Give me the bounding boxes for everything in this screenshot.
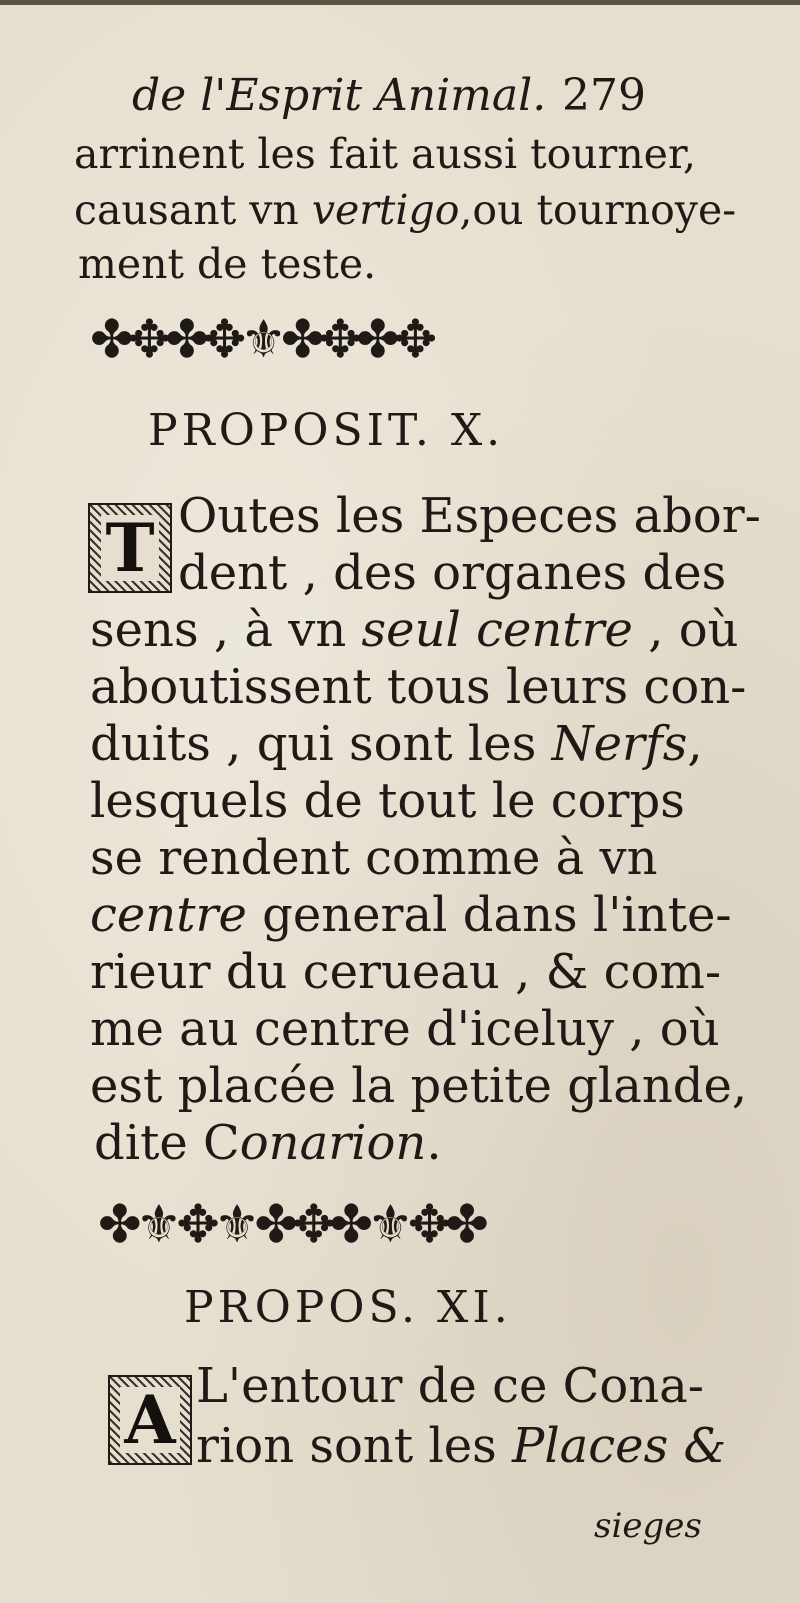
text-line: sens , à vn seul centre , où bbox=[90, 602, 739, 658]
text-line: centre general dans l'inte- bbox=[90, 887, 732, 943]
emphasis-places: Places & bbox=[512, 1418, 727, 1474]
text-line: duits , qui sont les Nerfs, bbox=[90, 716, 703, 772]
running-header bbox=[132, 70, 646, 121]
section-heading: PROPOS. XI. bbox=[184, 1282, 512, 1333]
decorated-initial-letter: A bbox=[108, 1375, 192, 1465]
text-line: dite Conarion. bbox=[94, 1115, 442, 1171]
text-line: rieur du cerueau , & com- bbox=[90, 944, 722, 1000]
page-top-edge bbox=[0, 0, 800, 5]
text-line: aboutissent tous leurs con- bbox=[90, 659, 747, 715]
emphasis-conarion: onarion bbox=[239, 1115, 427, 1171]
decorated-initial-letter: T bbox=[88, 503, 172, 593]
text-line: ment de teste. bbox=[78, 240, 377, 288]
text-line: causant vn vertigo,ou tournoye- bbox=[74, 186, 737, 234]
catchword: sieges bbox=[594, 1506, 702, 1546]
text-line: se rendent comme à vn bbox=[90, 830, 658, 886]
emphasis-nerfs: Nerfs bbox=[551, 716, 688, 772]
emphasis-vertigo: vertigo bbox=[311, 186, 460, 234]
text-line: dent , des organes des bbox=[178, 545, 727, 601]
text-line: est placée la petite glande, bbox=[90, 1058, 748, 1114]
text-line: Outes les Especes abor- bbox=[178, 488, 761, 544]
section-heading: PROPOSIT. X. bbox=[148, 405, 505, 456]
text-line: L'entour de ce Cona- bbox=[196, 1358, 705, 1414]
text-line: rion sont les Places & bbox=[196, 1418, 727, 1474]
page-number: 279 bbox=[562, 70, 646, 121]
fleuron-ornament-band: ✤⚜✥⚜✤✥✤⚜✥✤ bbox=[98, 1195, 483, 1255]
emphasis-seul-centre: seul centre bbox=[361, 602, 633, 658]
fleuron-ornament-band: ✤✥✤✥⚜✤✥✤✥ bbox=[90, 310, 432, 370]
text-line: me au centre d'iceluy , où bbox=[90, 1001, 720, 1057]
text-line: lesquels de tout le corps bbox=[90, 773, 685, 829]
text-line: arrinent les fait aussi tourner, bbox=[74, 130, 697, 178]
running-title: de l'Esprit Animal. bbox=[132, 70, 547, 121]
emphasis-centre: centre bbox=[90, 887, 247, 943]
